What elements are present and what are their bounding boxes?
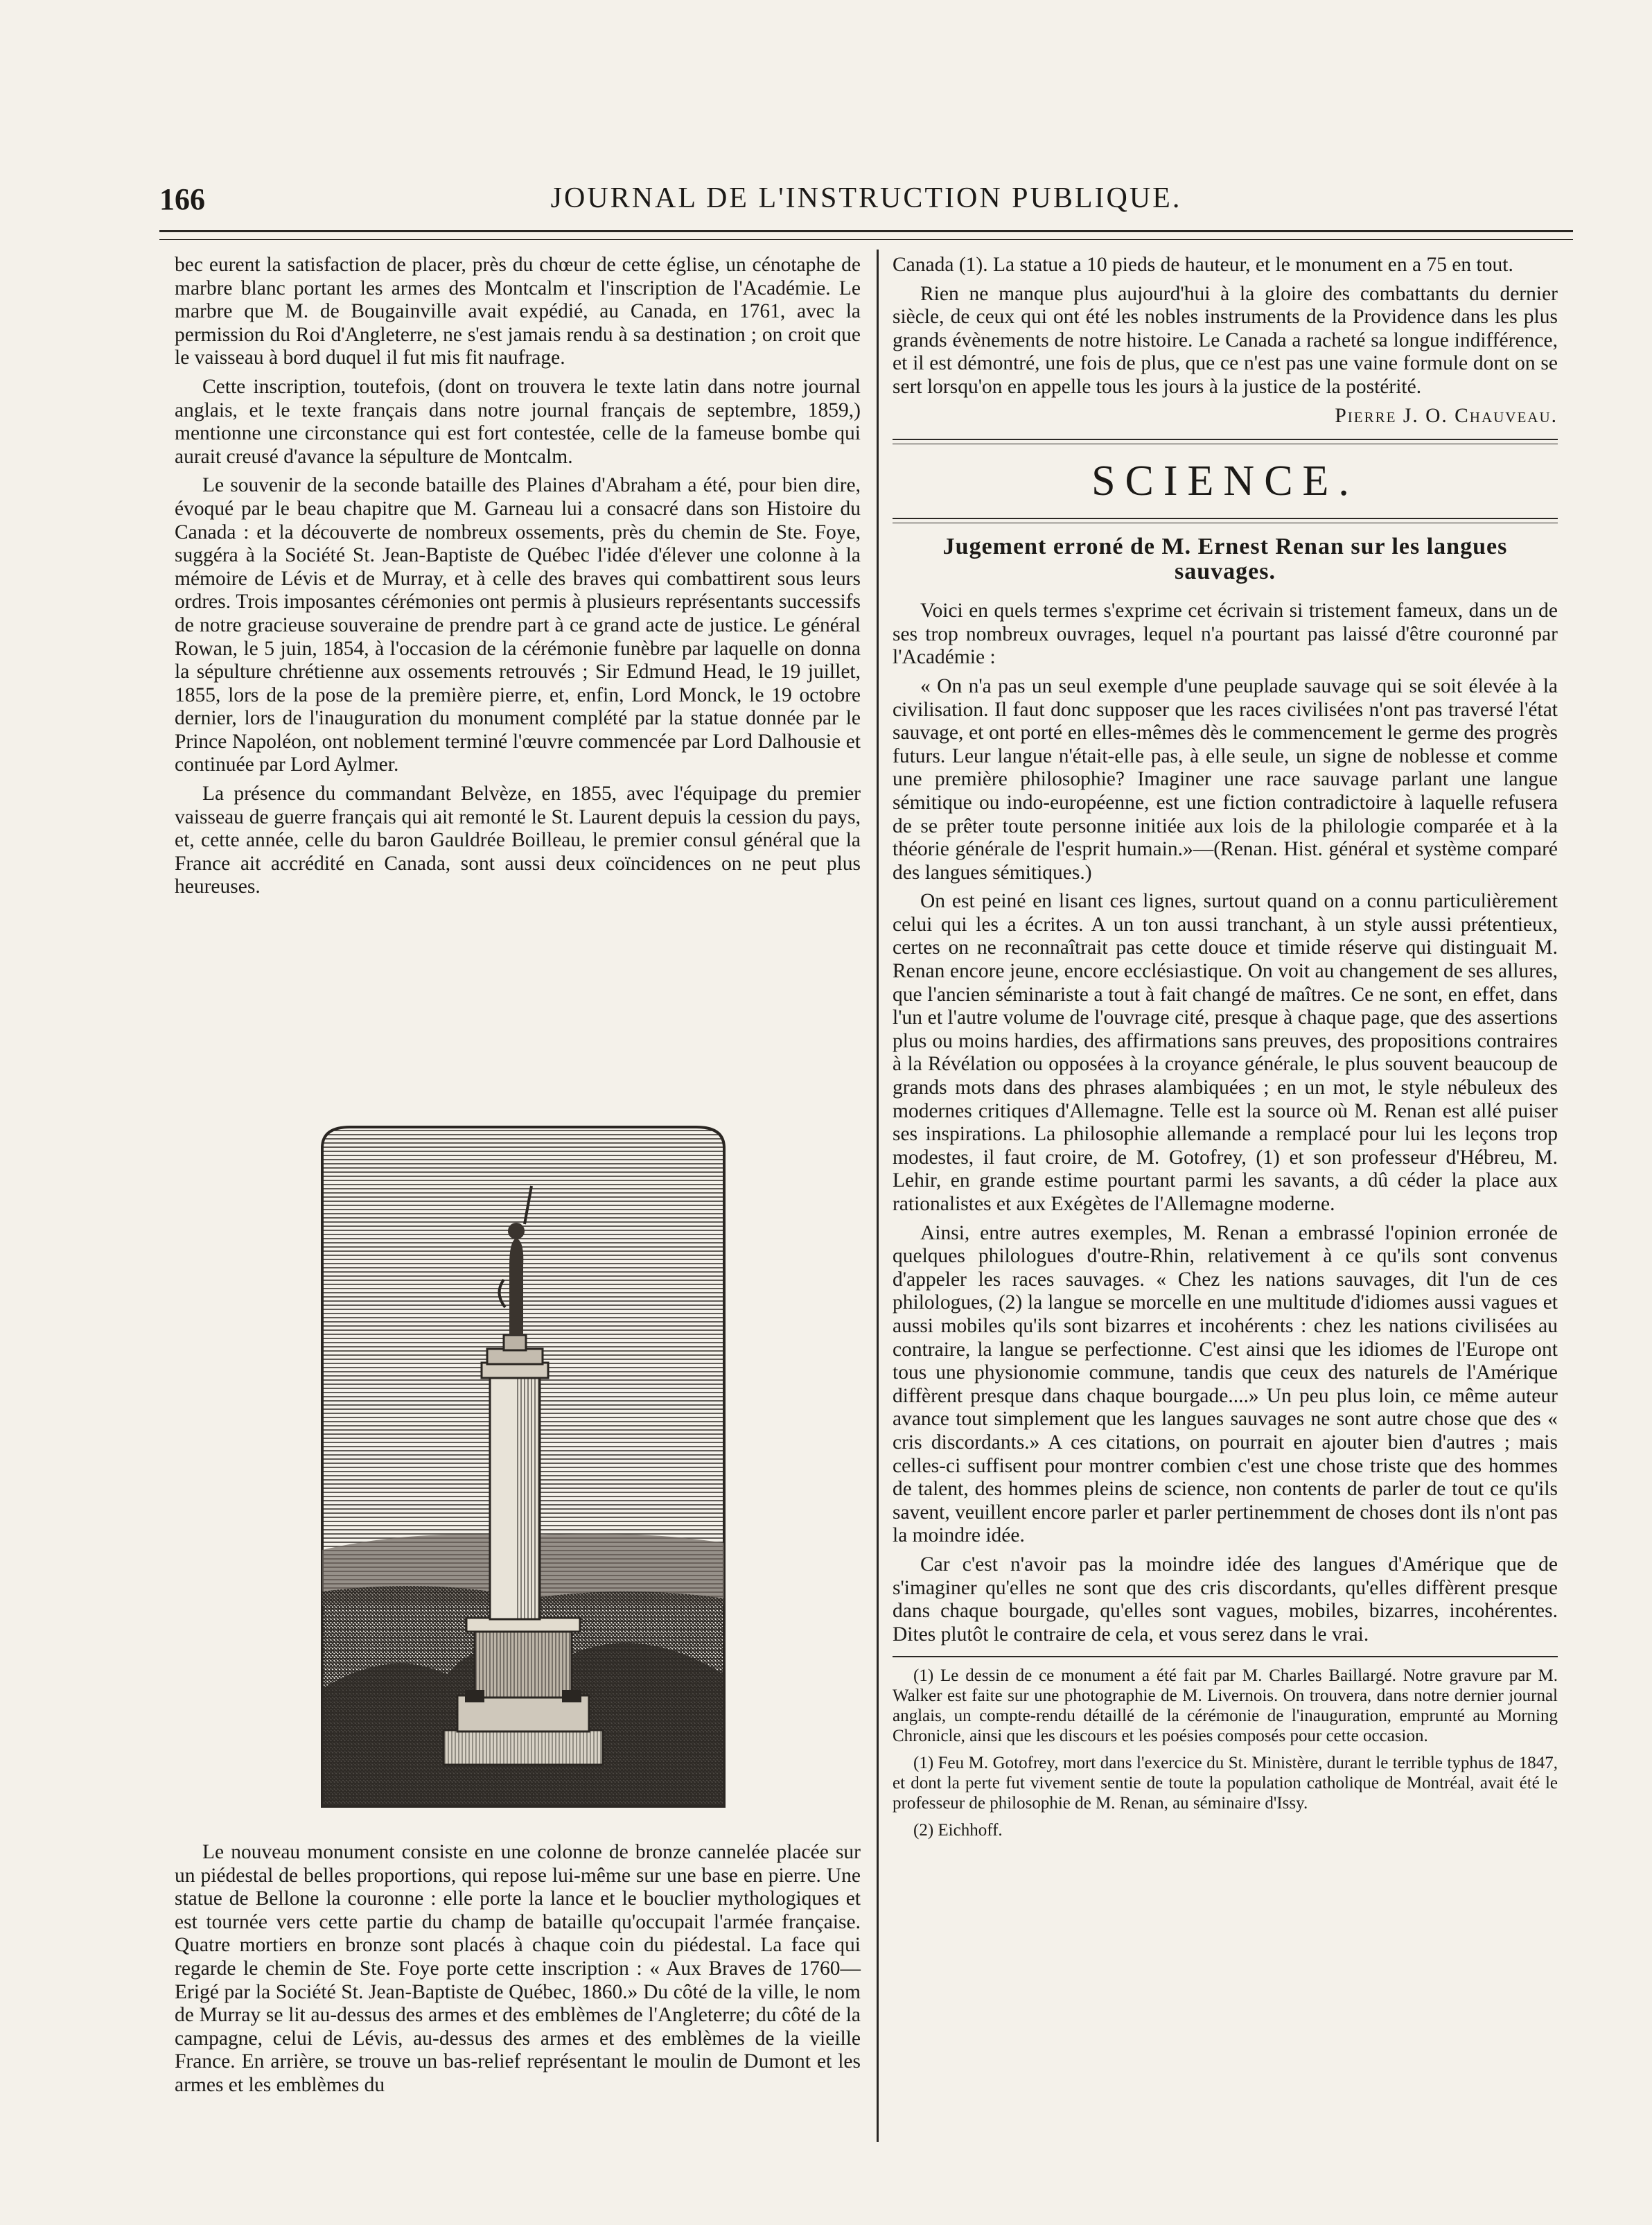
signature: Pierre J. O. Chauveau. — [1335, 404, 1558, 427]
paragraph: On est peiné en lisant ces lignes, surtout quand on a connu particulièrement celui qui les a écrites. A un ton aussi tranchant, à un style aussi prétentieux, certes on ne reconnaîtrait pas cette douce et timide réserve qui distinguait M. Renan encore jeune, encore ecclésiastique. On voit au changement de ses allures, que l'ancien séminariste a tout à fait changé de maîtres. Ce ne sont, en effet, dans l'un et l'autre volume de l'ouvrage cité, presque à chaque page, que des assertions plus ou moins hardies, des affirmations sans preuves, des propositions contraires à la Révélation ou opposées à la croyance générale, le plus souvent beaucoup de grands mots dans des phrases alambiquées ; en un mot, le style nébuleux des modernes critiques d'Allemagne. Telle est la source où M. Renan est allé puiser ses inspirations. La philosophie allemande a remplacé pour lui les leçons trop modestes, il faut croire, de M. Gotofrey, (1) et son professeur d'Hébreu, M. Lehir, en grande estime pourtant parmi les savants, a dû céder la place aux rationalistes et aux Exégètes de l'Allemagne moderne. — [893, 890, 1558, 1215]
left-column — [175, 254, 861, 905]
paragraph: bec eurent la satisfaction de placer, près du chœur de cette église, un cénotaphe de marbre blanc portant les armes des Montcalm et l'inscription de l'Académie. Le marbre que M. de Bougainville avait expédié, au Canada, en 1761, avec la permission du Roi d'Angleterre, ne s'est jamais rendu à sa destination ; on croit que le vaisseau à bord duquel il fut mis fit naufrage. — [175, 254, 861, 369]
footnote: (2) Eichhoff. — [913, 1821, 1003, 1840]
paragraph: Voici en quels termes s'exprime cet écrivain si tristement fameux, dans un de ses trop nombreux ouvrages, lequel n'a pourtant pas laissé d'être couronné par l'Académie : — [893, 600, 1558, 669]
paragraph: Car c'est n'avoir pas la moindre idée des langues d'Amérique que de s'imaginer qu'elles ne sont que des cris discordants, qu'elles diffèrent presque dans chaque bourgade, qu'elles sont vagues, mobiles, bizarres, incohérentes. Dites plutôt le contraire de cela, et vous serez dans le vrai. — [893, 1553, 1558, 1646]
right-column — [893, 254, 1558, 1847]
paragraph: « On n'a pas un seul exemple d'une peuplade sauvage qui se soit élevée à la civilisation. Il faut donc supposer que les races civilisées n'ont pas traversé l'état sauvage, et ont porté en elles-mêmes dès le commencement le germe des progrès futurs. Leur langue n'était-elle pas, à elle seule, un signe de noblesse et comme une première philosophie? Imaginer une race sauvage parlant une langue sémitique ou indo-européenne, est une fiction contradictoire à laquelle refusera de se prêter toute personne initiée aux lois de la philologie comparée et à la théorie générale de l'esprit humain.»—(Renan. Hist. général et système comparé des langues sémitiques.) — [893, 674, 1558, 884]
article-title: Jugement erroné de M. Ernest Renan sur les langues sauvages. — [942, 534, 1508, 585]
paragraph: Canada (1). La statue a 10 pieds de hauteur, et le monument en a 75 en tout. — [893, 254, 1513, 276]
paragraph: Le souvenir de la seconde bataille des Plaines d'Abraham a été, pour bien dire, évoqué par le beau chapitre que M. Garneau lui a consacré dans son Histoire du Canada : et la découverte de nombreux ossements, près du chemin de Ste. Foye, suggéra à la Société St. Jean-Baptiste de Québec l'idée d'élever une colonne à la mémoire de Lévis et de Murray, et à celle des braves qui combattirent sous leurs ordres. Trois imposantes cérémonies ont permis à plusieurs représentants successifs de notre gracieuse souveraine de prendre part à ce grand acte de justice. Le général Rowan, le 5 juin, 1854, à l'occasion de la cérémonie funèbre par laquelle on donna la sépulture chrétienne aux ossements retrouvés ; Sir Edmund Head, le 19 juillet, 1855, lors de la pose de la première pierre, et, enfin, Lord Monck, le 19 octobre dernier, lors de l'inauguration du monument complété par la statue donnée par le Prince Napoléon, ont noblement terminé l'œuvre commencée par Lord Dalhousie et continuée par Lord Aylmer. — [175, 474, 861, 776]
section-rule — [893, 439, 1558, 444]
left-column-bottom — [175, 1841, 861, 2097]
footnotes — [893, 1656, 1558, 1840]
paragraph: Le nouveau monument consiste en une colonne de bronze cannelée placée sur un piédestal de belles proportions, qui repose lui-même sur une base en pierre. Une statue de Bellone la couronne : elle porte la lance et le bouclier mythologiques et est tournée vers cette partie du champ de bataille qu'occupait l'armée française. Quatre mortiers en bronze sont placés à chaque coin du piédestal. La face qui regarde le chemin de Ste. Foye porte cette inscription : « Aux Braves de 1760— Erigé par la Société St. Jean-Baptiste de Québec, 1860.» Du côté de la ville, le nom de Murray se lit au-dessus des armes et des emblèmes de l'Angleterre; du côté de la campagne, celui de Lévis, au-dessus des armes et des emblèmes de la vieille France. En arrière, se trouve un bas-relief représentant le moulin de Dumont et les armes et les emblèmes du — [175, 1841, 861, 2096]
running-title: JOURNAL DE L'INSTRUCTION PUBLIQUE. — [550, 182, 1182, 214]
column-divider — [877, 250, 879, 2142]
page-header — [159, 182, 1573, 223]
page-number: 166 — [159, 182, 205, 216]
monument-engraving-icon — [308, 1120, 738, 1813]
footnote: (1) Feu M. Gotofrey, mort dans l'exercice du St. Ministère, durant le terrible typhus de 1847, et dont la perte fut vivement sentie de toute la population catholique de Montréal, avait été le professeur de philosophie de M. Renan, au séminaire d'Issy. — [893, 1754, 1558, 1813]
section-rule — [893, 518, 1558, 523]
footnote: (1) Le dessin de ce monument a été fait par M. Charles Baillargé. Notre gravure par M. Walker est faite sur une photographie de M. Livernois. On trouvera, dans notre dernier journal anglais, un compte-rendu détaillé de la cérémonie de l'inauguration, emprunté au Morning Chronicle, ainsi que les discours et les poésies composés pour cette occasion. — [893, 1666, 1558, 1746]
paragraph: Rien ne manque plus aujourd'hui à la gloire des combattants du dernier siècle, de ceux qui ont été les nobles instruments de la Providence dans les plus grands évènements de notre histoire. Le Canada a racheté sa longue indifférence, et il est démontré, une fois de plus, que ce n'est pas une vaine formule dont on se sert lorsqu'on en appelle tous les jours à la justice de la postérité. — [893, 282, 1558, 398]
paragraph: Cette inscription, toutefois, (dont on trouvera le texte latin dans notre journal anglais, et le texte français dans notre journal français de septembre, 1859,) mentionne une circonstance qui est fort contestée, celle de la fameuse bombe qui aurait creusé d'avance la sépulture de Montcalm. — [175, 375, 861, 468]
paragraph: Ainsi, entre autres exemples, M. Renan a embrassé l'opinion erronée de quelques philologues d'outre-Rhin, relativement à ce qu'ils sont convenus d'appeler les races sauvages. « Chez les nations sauvages, dit l'un de ces philologues, (2) la langue se morcelle en une multitude d'idiomes aussi vagues et aussi mobiles qu'ils sont bizarres et incohérents : chez les nations civilisées au contraire, la langue se perfectionne. C'est ainsi que les idiomes de l'Europe ont tous une physionomie commune, tandis que ceux des naturels de l'Amérique diffèrent presque dans chaque bourgade....» Un peu plus loin, ce même auteur avance tout simplement que les langues sauvages ne sont autre chose que des « cris discordants.» A ces citations, on pourrait en ajouter bien d'autres ; mais celles-ci suffisent pour montrer combien c'est une chose triste que des hommes de talent, des hommes pleins de science, non contents de parler de tout ce qu'ils savent, veuillent encore parler et parler pertinemment de choses dont ils n'ont pas la moindre idée. — [893, 1221, 1558, 1547]
header-rule — [159, 230, 1573, 240]
section-heading: SCIENCE. — [1091, 457, 1359, 505]
paragraph: La présence du commandant Belvèze, en 1855, avec l'équipage du premier vaisseau de guerre français qui ait remonté le St. Laurent depuis la cession du pays, et, cette année, celle du baron Gauldrée Boilleau, le premier consul général que la France ait accrédité en Canada, sont aussi deux coïncidences on ne peut plus heureuses. — [175, 783, 861, 898]
